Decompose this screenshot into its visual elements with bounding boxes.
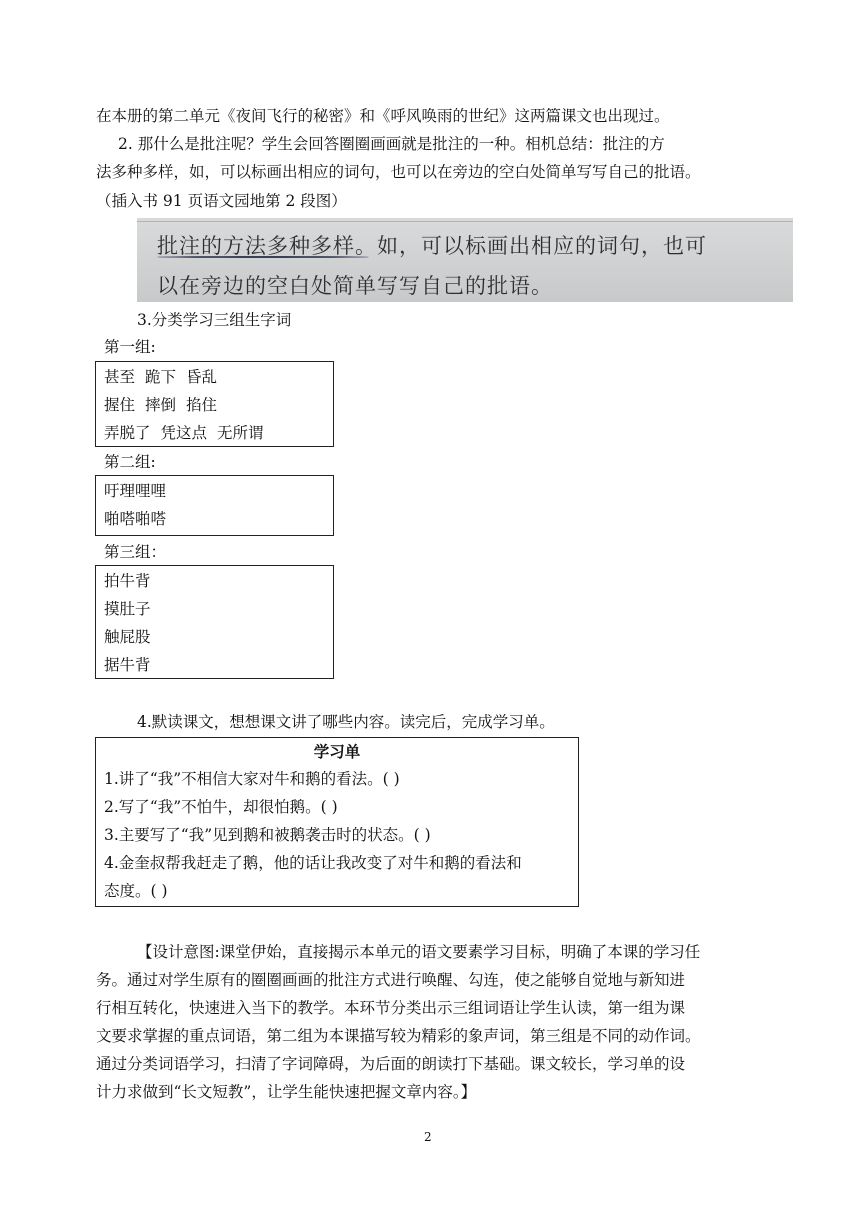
section-4-heading: 4.默读课文，想想课文讲了哪些内容。读完后，完成学习单。: [137, 713, 555, 731]
paragraph-2-line-3: （插入书 91 页语文园地第 2 段图）: [96, 192, 347, 210]
group-2-row: 吁理哩哩: [104, 482, 167, 500]
photo-underline-mark: [157, 256, 369, 258]
word: 弄脱了: [104, 424, 151, 442]
page-number: 2: [424, 1130, 432, 1144]
paragraph-2-line-2: 法多种多样，如，可以标画出相应的词句，也可以在旁边的空白处简单写写自己的批语。: [96, 163, 701, 181]
worksheet-item: 4.金奎叔帮我赶走了鹅，他的话让我改变了对牛和鹅的看法和: [104, 854, 522, 872]
worksheet-item: 3.主要写了“我”见到鹅和被鹅袭击时的状态。( ): [104, 826, 431, 844]
design-intent-line-1: 【设计意图:课堂伊始，直接揭示本单元的语文要素学习目标，明确了本课的学习任: [137, 943, 701, 961]
design-intent-line-2: 务。通过对学生原有的圈圈画画的批注方式进行唤醒、勾连，使之能够自觉地与新知进: [96, 971, 686, 989]
group-3-box: [95, 565, 334, 679]
design-intent-line-4: 文要求掌握的重点词语，第二组为本课描写较为精彩的象声词，第三组是不同的动作词。: [96, 1027, 701, 1045]
group-3-row: 摸肚子: [104, 600, 151, 618]
design-intent-line-5: 通过分类词语学习，扫清了字词障碍，为后面的朗读打下基础。课文较长，学习单的设: [96, 1055, 686, 1073]
photo-text-line-2: 以在旁边的空白处简单写写自己的批语。: [157, 274, 553, 298]
group-3-row: 拍牛背: [104, 572, 151, 590]
group-3-label: 第三组：: [104, 543, 167, 561]
word: 无所谓: [217, 424, 264, 442]
group-1-box: [95, 361, 334, 447]
design-intent-line-6: 计力求做到“长文短教”，让学生能快速把握文章内容。】: [96, 1083, 477, 1101]
paragraph-2-line-1: 2. 那什么是批注呢？学生会回答圈圈画画就是批注的一种。相机总结：批注的方: [118, 135, 665, 153]
photo-ruled-line: [137, 221, 793, 222]
group-1-row: [104, 423, 274, 443]
word: 凭这点: [160, 424, 208, 442]
group-3-row: 触屁股: [104, 628, 151, 646]
group-3-row: 据牛背: [104, 656, 151, 674]
word: 掐住: [186, 396, 218, 414]
word: 甚至: [104, 368, 136, 386]
worksheet-box: [95, 737, 579, 907]
group-2-box: [95, 475, 334, 536]
group-1-row: [104, 367, 227, 387]
group-2-label: 第二组:: [104, 453, 156, 471]
intro-line: 在本册的第二单元《夜间飞行的秘密》和《呼风唤雨的世纪》这两篇课文也出现过。: [96, 107, 670, 125]
word: 摔倒: [145, 396, 177, 414]
group-2-row: 啪嗒啪嗒: [104, 510, 167, 528]
word: 昏乱: [186, 368, 218, 386]
worksheet-item: 态度。( ): [104, 882, 168, 900]
section-3-heading: 3.分类学习三组生字词: [137, 311, 292, 329]
textbook-photo: [137, 218, 793, 302]
word: 握住: [104, 396, 136, 414]
group-1-row: [104, 395, 227, 415]
photo-text-line-1: 批注的方法多种多样。如，可以标画出相应的词句，也可: [157, 234, 707, 258]
worksheet-title: 学习单: [313, 742, 361, 761]
design-intent-line-3: 行相互转化，快速进入当下的教学。本环节分类出示三组词语让学生认读，第一组为课: [96, 999, 686, 1017]
group-1-label: 第一组:: [104, 338, 156, 356]
word: 跪下: [145, 368, 177, 386]
worksheet-item: 2.写了“我”不怕牛，却很怕鹅。( ): [104, 798, 338, 816]
worksheet-item: 1.讲了“我”不相信大家对牛和鹅的看法。( ): [104, 770, 400, 788]
